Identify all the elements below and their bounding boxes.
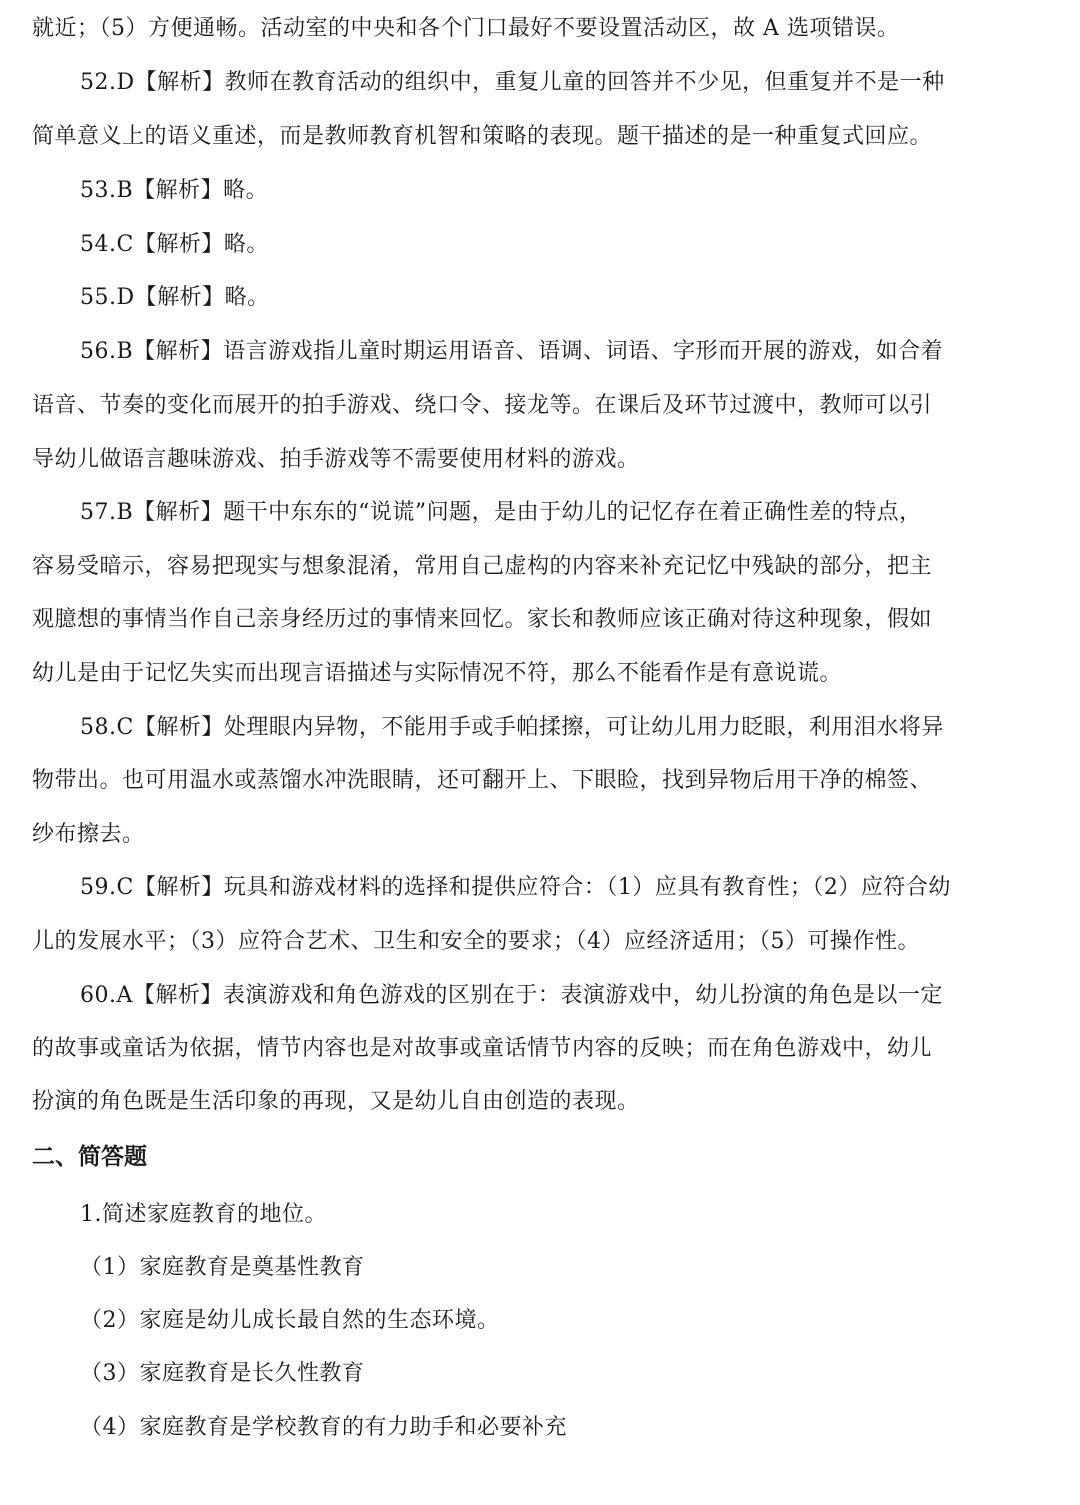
text-line: 53.B【解析】略。 (80, 178, 269, 203)
text-line: 简单意义上的语义重述，而是教师教育机智和策略的表现。题干描述的是一种重复式回应。 (32, 124, 933, 149)
text-line: 观臆想的事情当作自己亲身经历过的事情来回忆。家长和教师应该正确对待这种现象，假如 (32, 607, 933, 632)
question-line: 1.简述家庭教育的地位。 (80, 1202, 327, 1227)
text-line: 纱布擦去。 (32, 822, 145, 847)
text-line: 55.D【解析】略。 (80, 285, 270, 310)
text-line: 扮演的角色既是生活印象的再现，又是幼儿自由创造的表现。 (32, 1089, 640, 1114)
text-line: 就近；（5）方便通畅。活动室的中央和各个门口最好不要设置活动区，故 A 选项错误。 (32, 16, 900, 41)
text-line: 儿的发展水平；（3）应符合艺术、卫生和安全的要求；（4）应经济适用；（5）可操作性。 (32, 929, 920, 954)
text-line: 52.D【解析】教师在教育活动的组织中，重复儿童的回答并不少见，但重复并不是一种 (80, 70, 945, 95)
text-line: 物带出。也可用温水或蒸馏水冲洗眼睛，还可翻开上、下眼睑，找到异物后用干净的棉签、 (32, 768, 933, 793)
text-line: 57.B【解析】题干中东东的“说谎”问题，是由于幼儿的记忆存在着正确性差的特点， (80, 500, 922, 525)
answer-line: （1）家庭教育是奠基性教育 (80, 1255, 365, 1280)
answer-line: （4）家庭教育是学校教育的有力助手和必要补充 (80, 1415, 567, 1440)
answer-line: （2）家庭是幼儿成长最自然的生态环境。 (80, 1308, 500, 1333)
text-line: 58.C【解析】处理眼内异物，不能用手或手帕揉擦，可让幼儿用力眨眼，利用泪水将异 (80, 715, 944, 740)
text-line: 幼儿是由于记忆失实而出现言语描述与实际情况不符，那么不能看作是有意说谎。 (32, 661, 843, 686)
text-line: 59.C【解析】玩具和游戏材料的选择和提供应符合：（1）应具有教育性；（2）应符合幼 (80, 875, 951, 900)
text-line: 54.C【解析】略。 (80, 232, 269, 257)
text-line: 60.A【解析】表演游戏和角色游戏的区别在于：表演游戏中，幼儿扮演的角色是以一定 (80, 983, 943, 1008)
text-line: 语音、节奏的变化而展开的拍手游戏、绕口令、接龙等。在课后及环节过渡中，教师可以引 (32, 393, 933, 418)
section-heading: 二、简答题 (32, 1144, 147, 1170)
text-line: 导幼儿做语言趣味游戏、拍手游戏等不需要使用材料的游戏。 (32, 447, 640, 472)
answer-line: （3）家庭教育是长久性教育 (80, 1361, 365, 1386)
text-line: 56.B【解析】语言游戏指儿童时期运用语音、语调、词语、字形而开展的游戏，如合着 (80, 339, 944, 364)
text-line: 容易受暗示，容易把现实与想象混淆，常用自己虚构的内容来补充记忆中残缺的部分，把主 (32, 554, 933, 579)
text-line: 的故事或童话为依据，情节内容也是对故事或童话情节内容的反映；而在角色游戏中，幼儿 (32, 1036, 933, 1061)
